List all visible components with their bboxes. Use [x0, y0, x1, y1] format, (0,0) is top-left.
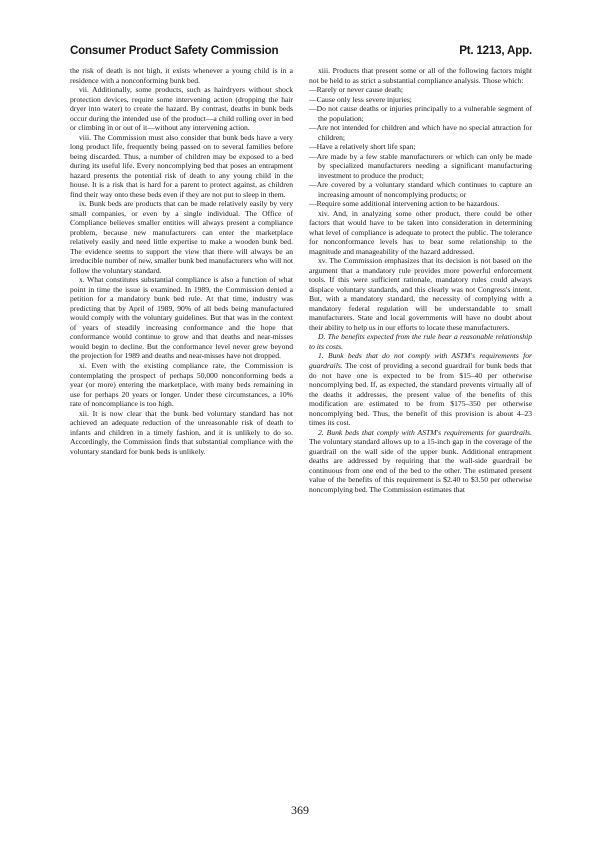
section-heading — [309, 332, 532, 351]
factor-list — [309, 85, 532, 209]
paragraph: the risk of death is not high, it exists whenever a young child is in a residence with a nonconforming bunk bed. — [70, 66, 293, 85]
paragraph: viii. The Commission must also consider that bunk beds have a very long product life, frequently being passed on to several families before being discarded. Thus, a number of children may be exposed to a bed during its useful life. Every noncomplying bed that poses an entrapment hazard presents the potential risk of death to any young child in the house. It is a risk that is hard for a parent to protect against, as children find their way onto these beds even if they are not put to sleep in them. — [70, 132, 293, 199]
part-reference: Pt. 1213, App. — [459, 44, 532, 57]
list-item: —Are made by a few stable manufacturers or which can only be made by specialized manufacturers needing a significant manufacturing investment to produce the product; — [309, 151, 532, 180]
item-body: The cost of providing a second guardrail for bunk beds that do not have one is expected to be from $15–40 per otherwise noncomplying bed. If, as expected, the standard prevents virtually all of the deaths it addresses, the present value of the benefits of this modification are estimated to be from $175–350 per otherwise noncomplying bed. Thus, the benefit of this provision is about 4–23 times its cost. — [309, 360, 532, 428]
item-title: 1. Bunk beds that do not comply with ASTM's requirements for guardrails. — [309, 351, 532, 370]
section-heading-text: D. The benefits expected from the rule bear a reasonable relationship to its costs. — [309, 332, 532, 351]
list-item: —Are not intended for children and which have no special attraction for children; — [309, 123, 532, 142]
paragraph: vii. Additionally, some products, such as hairdryers without shock protection devices, require some intervening action (dropping the hair dryer into water) to create the hazard. By contrast, deaths in bunk beds occur during the intended use of the product—a child rolling over in bed or climbing in or out of it—without any intervening action. — [70, 85, 293, 133]
list-item: —Cause only less severe injuries; — [309, 94, 412, 104]
page-number: 369 — [291, 803, 309, 817]
item-title: 2. Bunk beds that comply with ASTM's requirements for guardrails. — [318, 427, 532, 437]
agency-title: Consumer Product Safety Commission — [70, 44, 279, 57]
paragraph: x. What constitutes substantial compliance is also a function of what point in time the issue is examined. In 1989, the Commission denied a petition for a mandatory bunk bed rule. At that time, industry was predicting that by April of 1989, 90% of all beds being manufactured would comply with the voluntary guidelines. But that was in the context of years of steadily increasing conformance and the hope that conformance would continue to grow and that deaths and near-misses would begin to decline. But the conformance level never grew beyond the projection for 1989 and deaths and near-misses have not dropped. — [70, 275, 293, 361]
list-item: —Require some additional intervening action to be hazardous. — [309, 199, 500, 209]
paragraph: xv. The Commission emphasizes that its decision is not based on the argument that a mandatory rule provides more powerful enforcement tools. If this were sufficient rationale, mandatory rules could always displace voluntary standards, and this clearly was not Congress's intent. But, with a mandatory standard, the necessity of complying with a mandatory federal regulation will be understandable to small manufacturers. State and local governments will have no doubt about their ability to help us in our efforts to locate these manufacturers. — [309, 256, 532, 332]
right-column — [309, 66, 532, 494]
left-column — [70, 66, 293, 456]
running-header — [70, 44, 532, 60]
list-item: —Do not cause deaths or injuries principally to a vulnerable segment of the population; — [309, 104, 532, 123]
paragraph: ix. Bunk beds are products that can be made relatively easily by very small companies, or even by a single individual. The Office of Compliance believes smaller entities will always present a compliance problem, because new manufacturers can enter the marketplace relatively easily and need little expertise to make a wooden bunk bed. The evidence seems to support the view that there will always be an irreducible number of new, smaller bunk bed manufacturers who will not follow the voluntary standard. — [70, 199, 293, 275]
item-body: The voluntary standard allows up to a 15-inch gap in the coverage of the guardrail on the wall side of the upper bunk. Additional entrapment deaths are addressed by requiring that the wall-side guardrail be continuous from one end of the bed to the other. The estimated present value of the benefits of this requirement is $2.40 to $3.50 per otherwise noncomplying bed. The Commission estimates that — [309, 437, 532, 494]
paragraph: xiii. Products that present some or all of the following factors might not be held to as strict a substantial compliance analysis. Those which: — [309, 66, 532, 85]
paragraph — [309, 351, 532, 427]
paragraph: xi. Even with the existing compliance rate, the Commission is contemplating the prospect of perhaps 50,000 nonconforming beds a year (or more) entering the marketplace, with many beds remaining in use for perhaps 20 years or longer. Under these circumstances, a 10% rate of noncompliance is too high. — [70, 360, 293, 409]
paragraph — [309, 428, 532, 495]
paragraph: xii. It is now clear that the bunk bed voluntary standard has not achieved an adequate reduction of the unreasonable risk of death to infants and children in a timely fashion, and it is unlikely to do so. Accordingly, the Commission finds that substantial compliance with the voluntary standard for bunk beds is unlikely. — [70, 408, 293, 456]
list-item: —Rarely or never cause death; — [309, 85, 404, 95]
paragraph: xiv. And, in analyzing some other product, there could be other factors that would have to be taken into consideration in determining what level of compliance is adequate to protect the public. The tolerance for nonconformance levels has to bear some relationship to the magnitude and manageability of the hazard addressed. — [309, 208, 532, 256]
list-item: —Have a relatively short life span; — [309, 142, 416, 152]
list-item: —Are covered by a voluntary standard which continues to capture an increasing amount of noncomplying products; or — [309, 180, 532, 199]
